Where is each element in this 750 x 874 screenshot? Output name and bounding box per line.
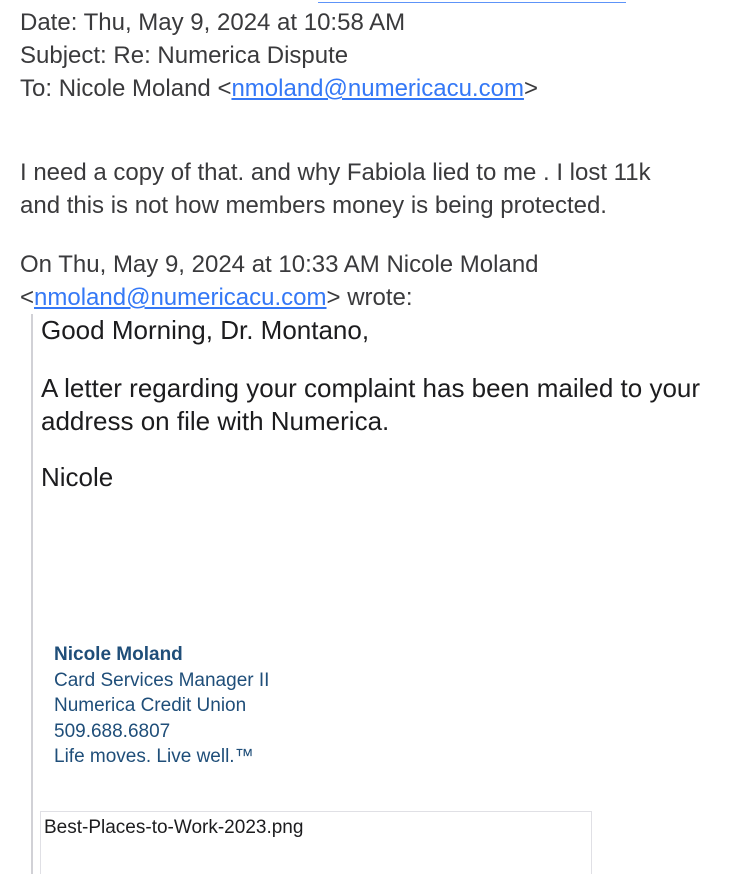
quote-wrote: wrote: xyxy=(347,284,413,311)
quoted-greeting: Good Morning, Dr. Montano, xyxy=(41,315,370,345)
quote-bar xyxy=(31,314,33,874)
quoted-body: A letter regarding your complaint has been mailed to your address on file with Numerica. xyxy=(41,373,701,436)
quote-attribution xyxy=(20,248,539,314)
reply-line-2: and this is not how members money is being protected. xyxy=(20,192,607,219)
quote-attribution-email-line: <nmoland@numericacu.com> wrote: xyxy=(20,284,413,311)
email-header xyxy=(20,6,538,105)
date-label: Date: xyxy=(20,9,78,36)
signature-company: Numerica Credit Union xyxy=(54,695,247,716)
to-row: To: Nicole Moland <nmoland@numericacu.com> xyxy=(20,75,538,102)
signature-name: Nicole Moland xyxy=(54,644,183,665)
signature-phone[interactable]: 509.688.6807 xyxy=(54,720,171,742)
subject-label: Subject: xyxy=(20,42,107,69)
quote-email-link[interactable]: nmoland@numericacu.com xyxy=(34,284,327,311)
date-row xyxy=(20,6,538,39)
signature-title: Card Services Manager II xyxy=(54,669,270,691)
cut-off-link-underline xyxy=(318,0,626,3)
attachment-filename: Best-Places-to-Work-2023.png xyxy=(44,817,304,838)
to-label: To: xyxy=(20,75,53,102)
email-signature xyxy=(54,642,269,770)
to-name: Nicole Moland xyxy=(58,75,211,102)
quoted-sign-off: Nicole xyxy=(41,462,114,492)
reply-line-1: I need a copy of that. and why Fabiola lied to me . I lost 11k xyxy=(20,159,651,186)
subject-row xyxy=(20,39,538,72)
attachment-card[interactable] xyxy=(40,811,592,874)
subject-value: Re: Numerica Dispute xyxy=(113,42,349,69)
reply-body xyxy=(20,156,735,222)
signature-tagline: Life moves. Live well.™ xyxy=(54,746,254,767)
to-email-link[interactable]: nmoland@numericacu.com xyxy=(231,75,524,102)
quote-attribution-line: On Thu, May 9, 2024 at 10:33 AM Nicole Moland xyxy=(20,251,539,278)
date-value: Thu, May 9, 2024 at 10:58 AM xyxy=(83,9,406,36)
